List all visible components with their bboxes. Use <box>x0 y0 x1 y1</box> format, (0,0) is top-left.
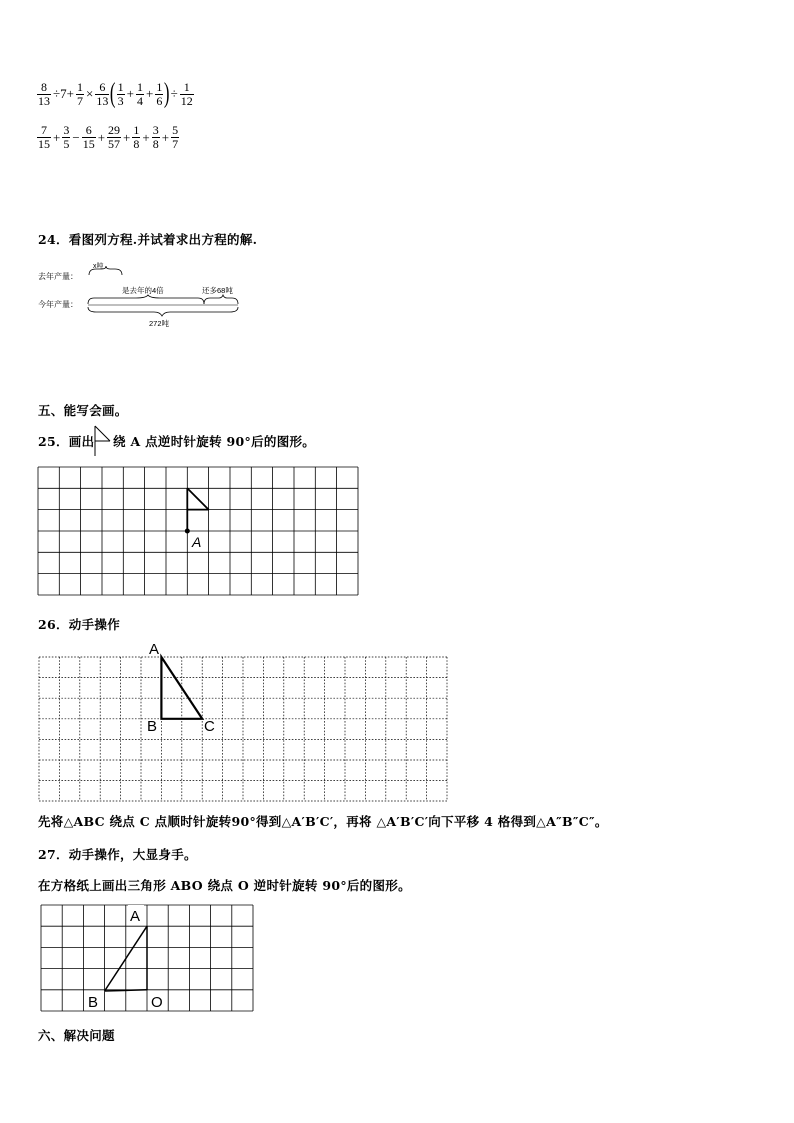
question-27-title: 27．动手操作，大显身手。 <box>38 847 197 862</box>
operator: + <box>142 129 150 145</box>
fraction: $\frac{5}{7}$ <box>172 123 179 151</box>
operator: ÷ <box>170 86 178 101</box>
vertex-o-label: O <box>151 994 163 1011</box>
vertex-b-label: B <box>88 994 99 1011</box>
fraction: $\frac{1}{6}$ <box>156 79 163 108</box>
fraction: $\frac{1}{7}$ <box>76 79 83 108</box>
fraction: $\frac{1}{3}$ <box>117 79 124 108</box>
times-label: 是去年的4倍 <box>122 286 164 295</box>
line-segment-diagram <box>36 255 256 335</box>
question-24-title: 24．看图列方程.并试着求出方程的解. <box>38 232 258 247</box>
grid-q25 <box>37 466 361 598</box>
fraction: $\frac{6}{13}$ <box>96 79 109 108</box>
total-label: 272吨 <box>149 319 170 328</box>
question-26-title: 26．动手操作 <box>38 617 120 632</box>
section-6-heading: 六、解决问题 <box>38 1028 115 1043</box>
expression-2 <box>36 124 180 151</box>
fraction: $\frac{6}{15}$ <box>82 123 95 151</box>
section-5-heading: 五、能写会画。 <box>38 403 128 418</box>
flag-shape-icon <box>92 424 114 458</box>
last-year-label: 去年产量： <box>38 272 78 281</box>
question-25-prefix: 25．画出 <box>38 434 95 449</box>
dotted-grid-lines <box>39 657 447 801</box>
operator: + <box>145 86 154 101</box>
left-paren: ( <box>110 78 116 109</box>
point-a-label: A <box>192 534 202 550</box>
x-ton-label: x吨 <box>93 263 104 270</box>
operator: − <box>72 129 80 145</box>
operator: + <box>126 86 134 101</box>
question-26-instruction: 先将△ABC 绕点 C 点顺时针旋转90°得到△A′B′C′，再将 △A′B′C′向下平移 4 格得到△A″B″C″。 <box>38 814 608 829</box>
vertex-c-label: C <box>204 718 215 735</box>
vertex-a-label: A <box>149 641 160 658</box>
fraction: $\frac{1}{4}$ <box>136 79 143 108</box>
right-paren: ) <box>164 78 170 109</box>
operator: + <box>53 129 61 145</box>
more-brace <box>204 295 238 304</box>
operator: × <box>85 86 94 101</box>
operator: + <box>97 129 106 145</box>
operator: + <box>161 129 170 145</box>
fraction: $\frac{1}{8}$ <box>133 123 140 151</box>
dotted-grid-q26 <box>37 640 451 806</box>
expression-1 <box>36 80 195 108</box>
operator: ÷7+ <box>53 86 74 101</box>
four-times-brace <box>88 295 204 304</box>
fraction: $\frac{1}{12}$ <box>180 79 193 108</box>
total-brace <box>88 307 238 316</box>
operator: + <box>123 129 131 145</box>
more-label: 还多68吨 <box>202 286 233 295</box>
fraction: $\frac{29}{57}$ <box>108 123 121 151</box>
fraction: $\frac{3}{5}$ <box>63 123 70 151</box>
point-a <box>185 529 190 534</box>
flag-shape <box>187 488 208 531</box>
vertex-a-label: A <box>130 908 141 925</box>
fraction: $\frac{7}{15}$ <box>38 123 50 151</box>
fraction: $\frac{8}{13}$ <box>38 79 50 108</box>
this-year-label: 今年产量： <box>38 300 78 309</box>
question-25-suffix: 绕 A 点逆时针旋转 90°后的图形。 <box>113 434 316 449</box>
vertex-b-label: B <box>147 718 158 735</box>
grid-q27 <box>40 902 256 1016</box>
question-27-instruction: 在方格纸上画出三角形 ABO 绕点 O 逆时针旋转 90°后的图形。 <box>38 878 411 893</box>
fraction: $\frac{3}{8}$ <box>152 123 159 151</box>
